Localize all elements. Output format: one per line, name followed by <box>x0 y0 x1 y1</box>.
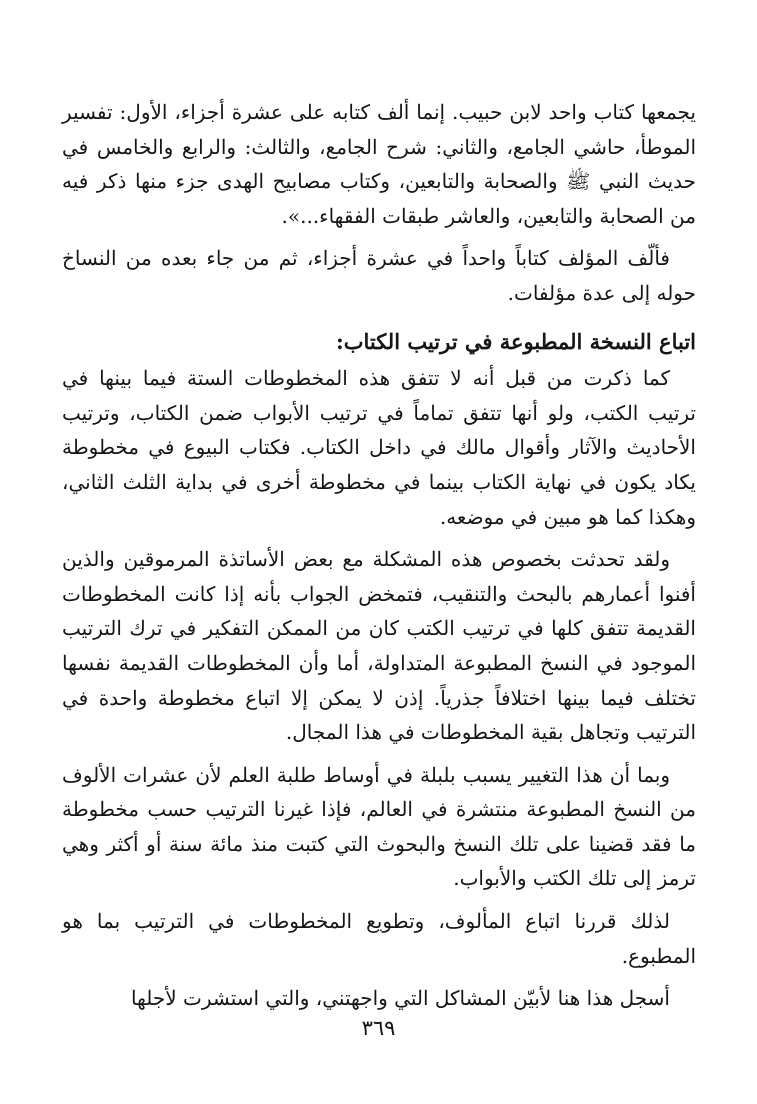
paragraph-section-5: أسجل هذا هنا لأبيّن المشاكل التي واجهتني، والتي استشرت لأجلها <box>130 986 670 1011</box>
section-heading: اتباع النسخة المطبوعة في ترتيب الكتاب: <box>335 328 696 354</box>
paragraph-section-2: ولقد تحدثت بخصوص هذه المشكلة مع بعض الأساتذة المرموقين والذين أفنوا أعمارهم بالبحث والتنقيب، فتمخض الجواب بأنه إذا كانت المخطوطات القديمة تتفق كلها في ترتيب الكتب كان من الممكن التفكير في ترك الترتيب الموجود في النسخ المطبوعة المتداولة، أما وأن المخطوطات القديمة نفسها تختلف فيما بينها اختلافاً جذرياً. إذن لا يمكن إلا اتباع مخطوطة واحدة في الترتيب وتجاهل بقية المخطوطات في هذا المجال. <box>62 547 696 745</box>
page-body <box>62 95 696 1024</box>
page-number: ٣٦٩ <box>361 1016 396 1040</box>
paragraph-section-1: كما ذكرت من قبل أنه لا تتفق هذه المخطوطات الستة فيما بينها في ترتيب الكتب، ولو أنها تتفق تماماً في ترتيب الأبواب ضمن الكتاب، وترتيب الأحاديث والآثار وأقوال مالك في داخل الكتاب. فكتاب البيوع في مخطوطة يكاد يكون في نهاية الكتاب بينما في مخطوطة أخرى في بداية الثلث الثاني، وهكذا كما هو مبين في موضعه. <box>62 366 696 529</box>
paragraph-section-3: وبما أن هذا التغيير يسبب بلبلة في أوساط طلبة العلم لأن عشرات الألوف من النسخ المطبوعة منتشرة في العالم، فإذا غيرنا الترتيب حسب مخطوطة ما فقد قضينا على تلك النسخ والبحوث التي كتبت منذ مائة سنة أو أكثر وهي ترمز إلى تلك الكتب والأبواب. <box>62 762 696 891</box>
paragraph-intro-1: يجمعها كتاب واحد لابن حبيب. إنما ألف كتابه على عشرة أجزاء، الأول: تفسير الموطأ، حاشي الجامع، والثاني: شرح الجامع، والثالث: والرابع والخامس في حديث النبي ﷺ والصحابة والتابعين، وكتاب مصابيح الهدى جزء منها ذكر فيه من الصحابة والتابعين، والعاشر طبقات الفقهاء...». <box>62 100 696 228</box>
paragraph-intro-2: فألّف المؤلف كتاباً واحداً في عشرة أجزاء، ثم من جاء بعده من النساخ حوله إلى عدة مؤلفات. <box>62 246 696 305</box>
paragraph-section-4: لذلك قررنا اتباع المألوف، وتطويع المخطوطات في الترتيب بما هو المطبوع. <box>62 909 696 968</box>
